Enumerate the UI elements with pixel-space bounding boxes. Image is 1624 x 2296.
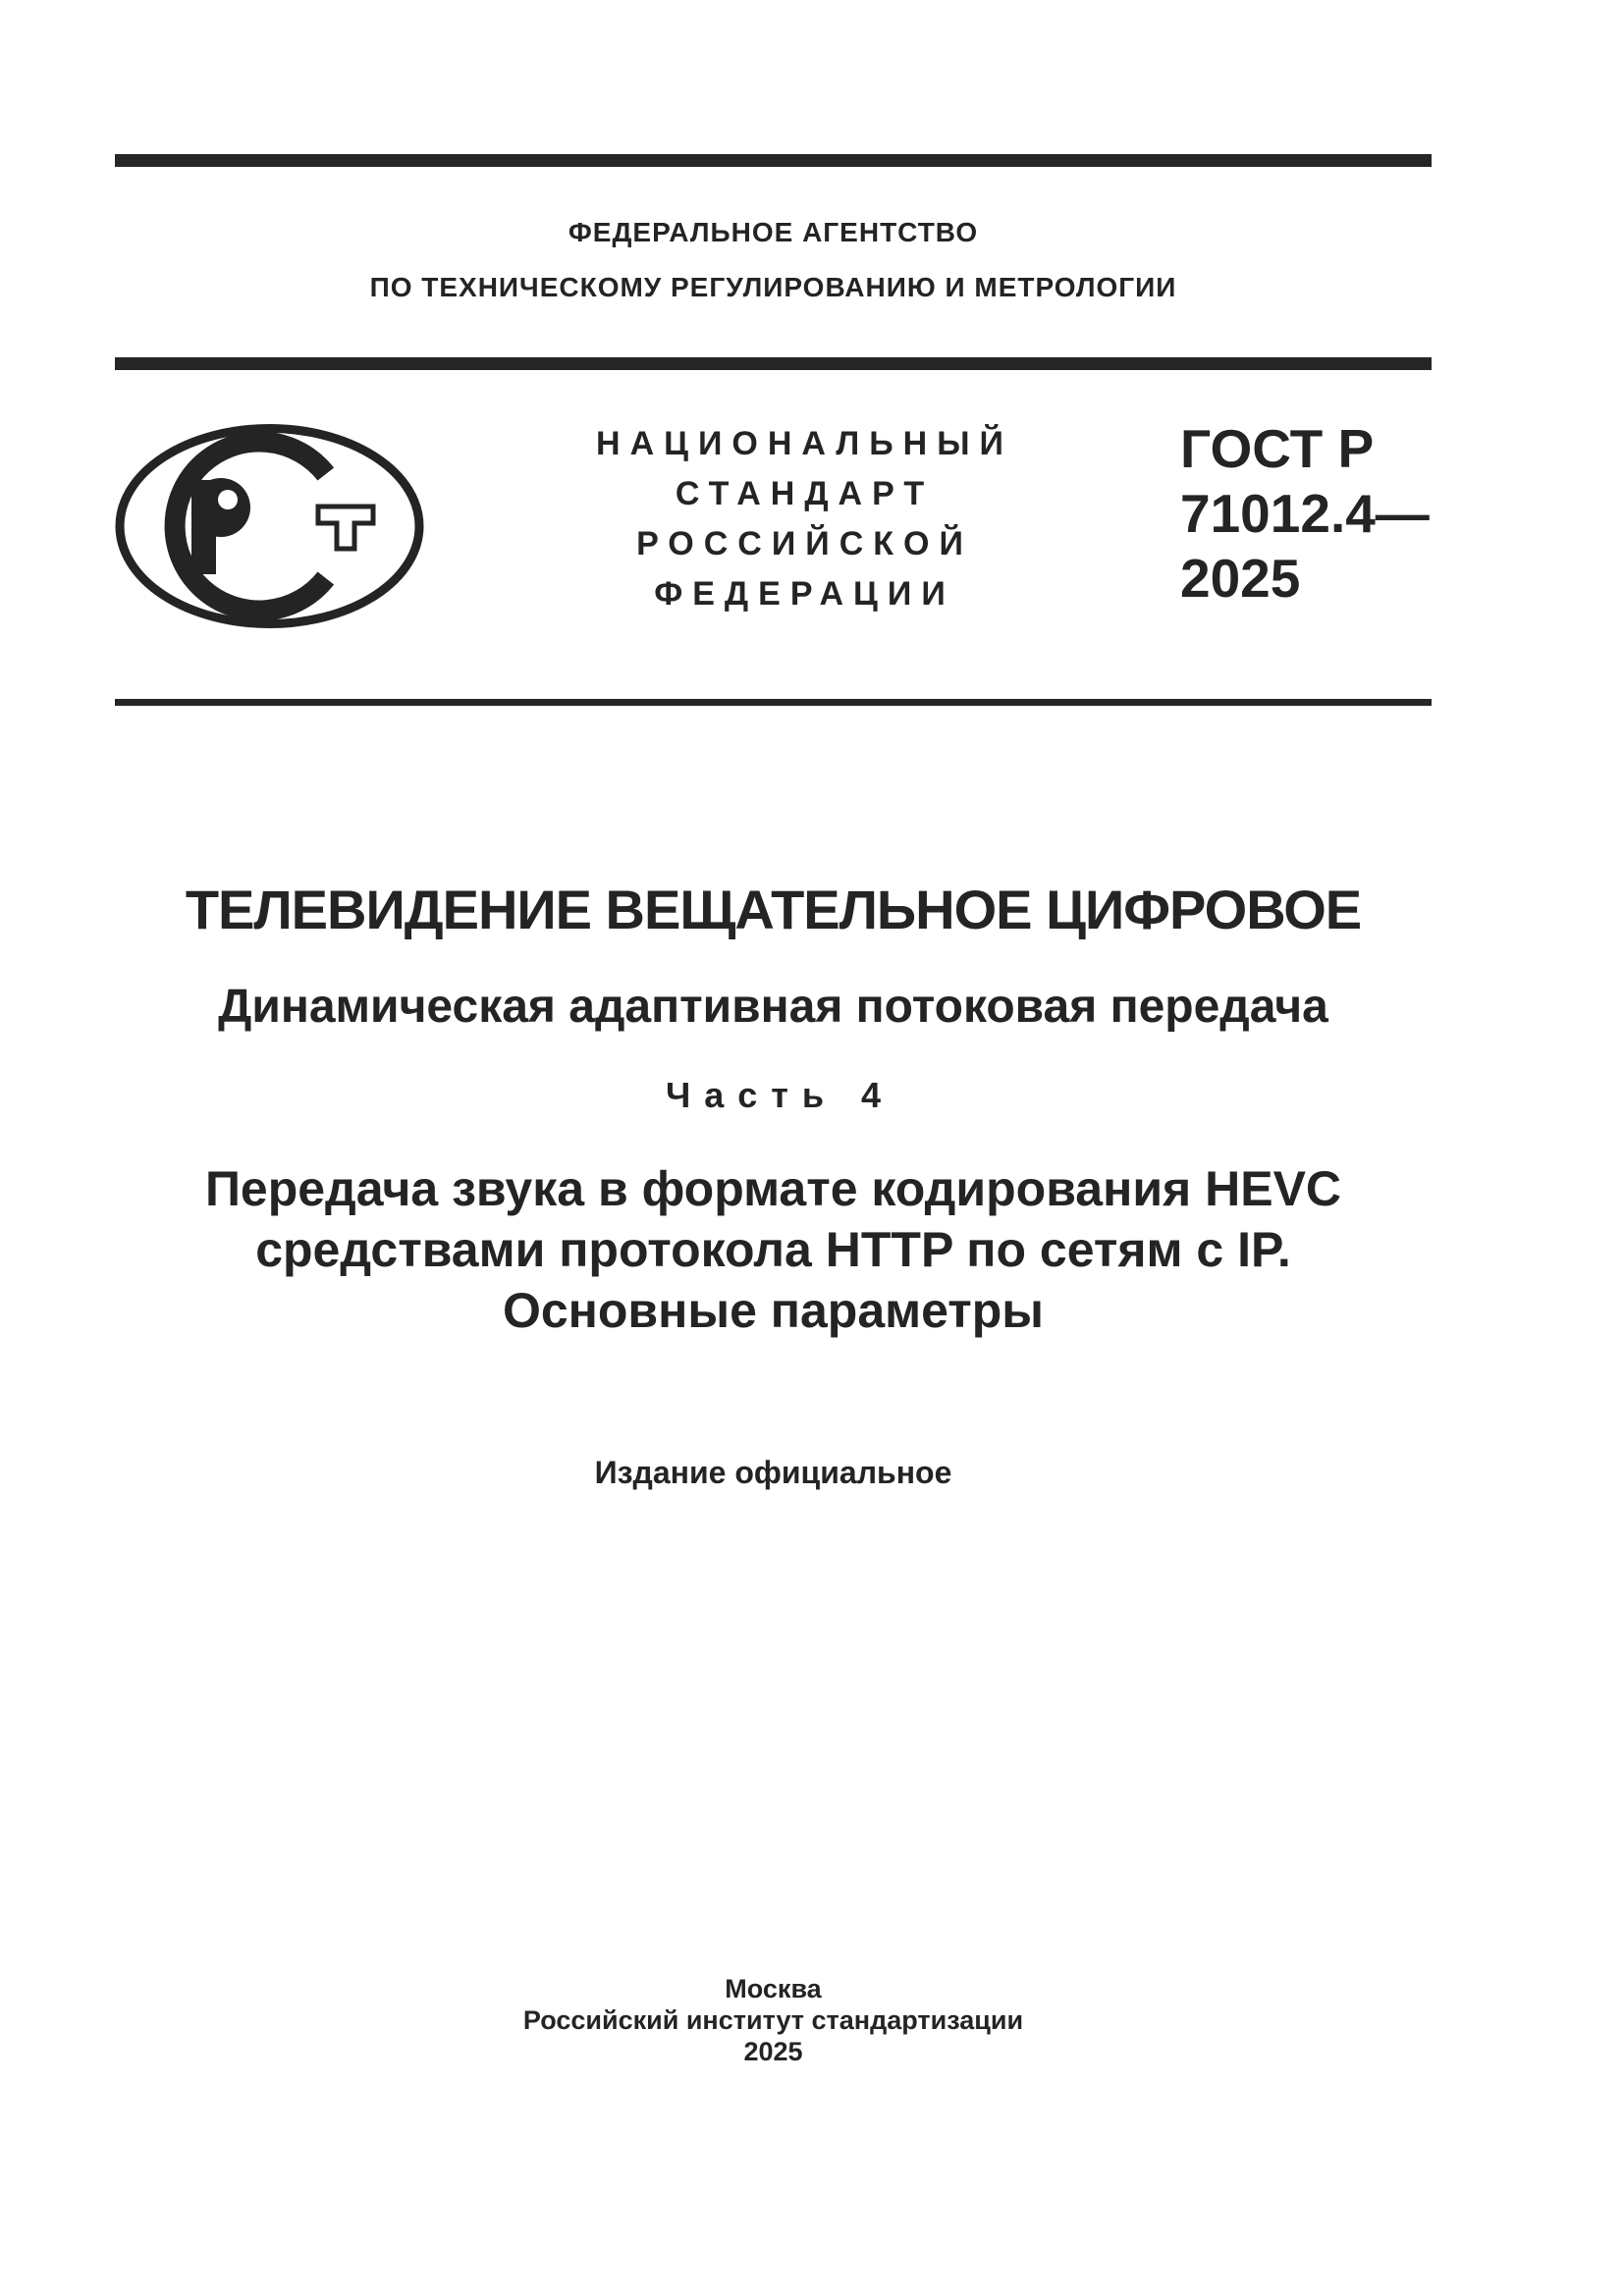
edition-note: Издание официальное bbox=[594, 1455, 952, 1490]
rst-logo-icon bbox=[110, 424, 429, 628]
imprint-publisher: Российский институт стандартизации bbox=[522, 2005, 1024, 2035]
agency-name-line1: ФЕДЕРАЛЬНОЕ АГЕНТСТВО bbox=[568, 217, 979, 247]
part-title-block bbox=[115, 1158, 1432, 1341]
standard-type-line: НАЦИОНАЛЬНЫЙ bbox=[596, 425, 1013, 462]
imprint-block bbox=[115, 1973, 1432, 2067]
imprint-city: Москва bbox=[725, 1974, 822, 2003]
designation-prefix: ГОСТ Р bbox=[1180, 418, 1375, 479]
document-main-title: ТЕЛЕВИДЕНИЕ ВЕЩАТЕЛЬНОЕ ЦИФРОВОЕ bbox=[185, 879, 1362, 940]
designation-year: 2025 bbox=[1180, 548, 1301, 609]
standard-type-block bbox=[429, 419, 1180, 619]
standard-designation bbox=[1180, 416, 1475, 611]
agency-name-line2: ПО ТЕХНИЧЕСКОМУ РЕГУЛИРОВАНИЮ И МЕТРОЛОГИИ bbox=[369, 272, 1177, 302]
part-title-line: средствами протокола HTTP по сетям с IP. bbox=[255, 1222, 1291, 1277]
imprint-year: 2025 bbox=[743, 2037, 803, 2066]
standard-type-line: СТАНДАРТ bbox=[675, 475, 935, 512]
document-subtitle: Динамическая адаптивная потоковая передача bbox=[218, 981, 1328, 1033]
banner-divider-bar bbox=[115, 699, 1432, 706]
designation-number: 71012.4— bbox=[1180, 483, 1430, 544]
part-title-line: Передача звука в формате кодирования HEVC bbox=[204, 1161, 1342, 1216]
rst-logo bbox=[110, 424, 429, 628]
part-title-line: Основные параметры bbox=[502, 1283, 1044, 1338]
standard-type-line: РОССИЙСКОЙ bbox=[636, 525, 973, 562]
header-divider-bar bbox=[115, 357, 1432, 370]
top-divider-bar bbox=[115, 154, 1432, 167]
part-number: Часть 4 bbox=[665, 1075, 895, 1115]
standard-type-line: ФЕДЕРАЦИИ bbox=[654, 575, 955, 613]
